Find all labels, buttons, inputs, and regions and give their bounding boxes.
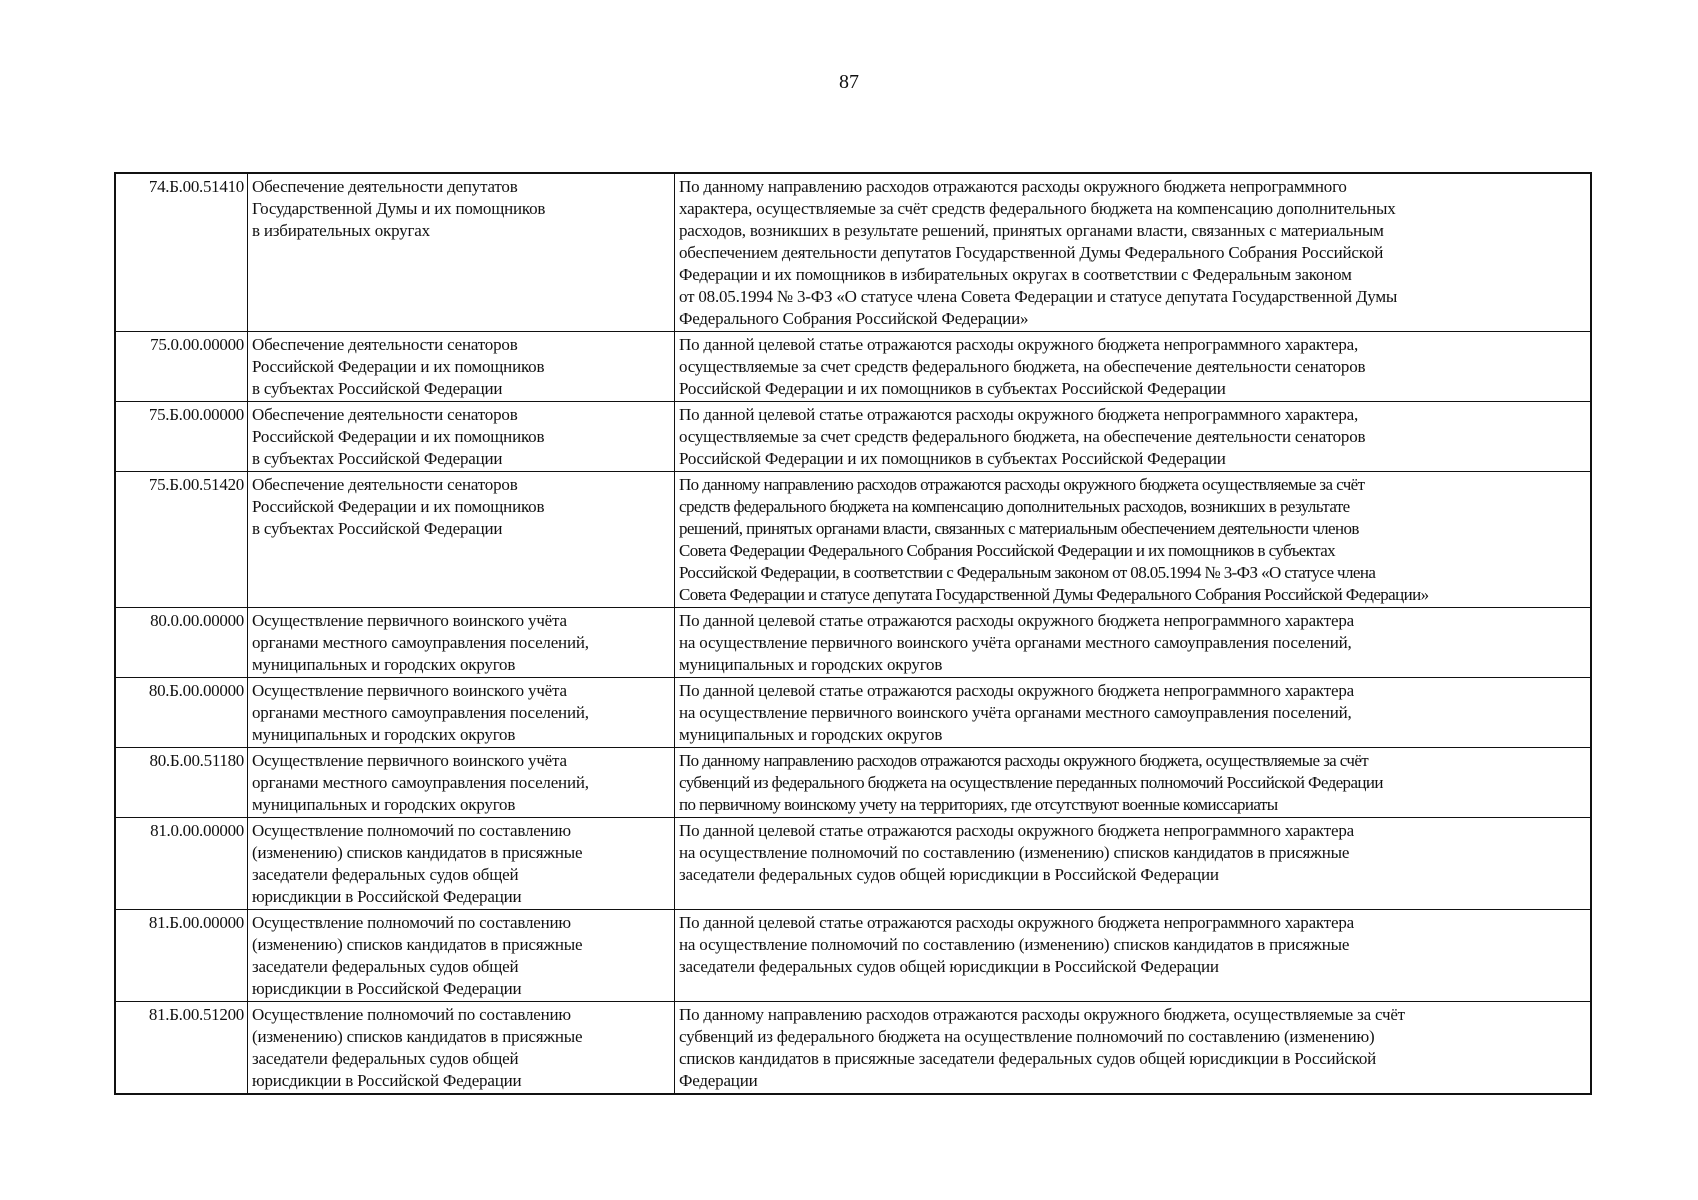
table-row <box>115 472 1591 608</box>
name-cell: Осуществление первичного воинского учёта органами местного самоуправления поселений, муниципальных и городских округов <box>248 608 675 678</box>
table-row <box>115 748 1591 818</box>
name-cell: Осуществление первичного воинского учёта органами местного самоуправления поселений, муниципальных и городских округов <box>248 678 675 748</box>
code-cell: 75.Б.00.00000 <box>115 402 248 472</box>
name-cell: Обеспечение деятельности депутатов Государственной Думы и их помощников в избирательных округах <box>248 173 675 332</box>
code-cell: 80.Б.00.00000 <box>115 678 248 748</box>
code-cell: 74.Б.00.51410 <box>115 173 248 332</box>
budget-classification-table <box>114 172 1592 1095</box>
table-row <box>115 608 1591 678</box>
description-cell: По данной целевой статье отражаются расходы окружного бюджета непрограммного характера, осуществляемые за счет средств федерального бюджета, на обеспечение деятельности сенаторов Российской Федерации и их помощников в субъектах Российской Федерации <box>675 332 1592 402</box>
name-cell: Осуществление полномочий по составлению (изменению) списков кандидатов в присяжные заседатели федеральных судов общей юрисдикции в Российской Федерации <box>248 818 675 910</box>
table-row <box>115 910 1591 1002</box>
code-cell: 75.0.00.00000 <box>115 332 248 402</box>
code-cell: 81.Б.00.51200 <box>115 1002 248 1095</box>
name-cell: Осуществление полномочий по составлению (изменению) списков кандидатов в присяжные заседатели федеральных судов общей юрисдикции в Российской Федерации <box>248 910 675 1002</box>
code-cell: 75.Б.00.51420 <box>115 472 248 608</box>
description-cell: По данному направлению расходов отражаются расходы окружного бюджета, осуществляемые за счёт субвенций из федерального бюджета на осуществление переданных полномочий Российской Федерации по первичному воинскому учету на территориях, где отсутствуют военные комиссариаты <box>675 748 1592 818</box>
name-cell: Осуществление полномочий по составлению (изменению) списков кандидатов в присяжные заседатели федеральных судов общей юрисдикции в Российской Федерации <box>248 1002 675 1095</box>
description-cell: По данной целевой статье отражаются расходы окружного бюджета непрограммного характера на осуществление первичного воинского учёта органами местного самоуправления поселений, муниципальных и городских округов <box>675 608 1592 678</box>
name-cell: Обеспечение деятельности сенаторов Российской Федерации и их помощников в субъектах Российской Федерации <box>248 402 675 472</box>
name-cell: Обеспечение деятельности сенаторов Российской Федерации и их помощников в субъектах Российской Федерации <box>248 332 675 402</box>
table-row <box>115 173 1591 332</box>
page-number: 87 <box>839 71 859 93</box>
description-cell: По данной целевой статье отражаются расходы окружного бюджета непрограммного характера на осуществление полномочий по составлению (изменению) списков кандидатов в присяжные заседатели федеральных судов общей юрисдикции в Российской Федерации <box>675 910 1592 1002</box>
description-cell: По данному направлению расходов отражаются расходы окружного бюджета осуществляемые за счёт средств федерального бюджета на компенсацию дополнительных расходов, возникших в результате решений, принятых органами власти, связанных с материальным обеспечением деятельности членов Совета Федерации Федерального Собрания Российской Федерации и их помощников в субъектах Российской Федерации, в соответствии с Федеральным законом от 08.05.1994 № 3-ФЗ «О статусе члена Совета Федерации и статусе депутата Государственной Думы Федерального Собрания Российской Федерации» <box>675 472 1592 608</box>
table-row <box>115 402 1591 472</box>
table-row <box>115 818 1591 910</box>
name-cell: Осуществление первичного воинского учёта органами местного самоуправления поселений, муниципальных и городских округов <box>248 748 675 818</box>
code-cell: 80.0.00.00000 <box>115 608 248 678</box>
code-cell: 80.Б.00.51180 <box>115 748 248 818</box>
description-cell: По данной целевой статье отражаются расходы окружного бюджета непрограммного характера, осуществляемые за счет средств федерального бюджета, на обеспечение деятельности сенаторов Российской Федерации и их помощников в субъектах Российской Федерации <box>675 402 1592 472</box>
table-row <box>115 678 1591 748</box>
description-cell: По данному направлению расходов отражаются расходы окружного бюджета непрограммного характера, осуществляемые за счёт средств федерального бюджета на компенсацию дополнительных расходов, возникших в результате решений, принятых органами власти, связанных с материальным обеспечением деятельности депутатов Государственной Думы Федерального Собрания Российской Федерации и их помощников в избирательных округах в соответствии с Федеральным законом от 08.05.1994 № 3-ФЗ «О статусе члена Совета Федерации и статусе депутата Государственной Думы Федерального Собрания Российской Федерации» <box>675 173 1592 332</box>
code-cell: 81.Б.00.00000 <box>115 910 248 1002</box>
name-cell: Обеспечение деятельности сенаторов Российской Федерации и их помощников в субъектах Российской Федерации <box>248 472 675 608</box>
description-cell: По данному направлению расходов отражаются расходы окружного бюджета, осуществляемые за счёт субвенций из федерального бюджета на осуществление полномочий по составлению (изменению) списков кандидатов в присяжные заседатели федеральных судов общей юрисдикции в Российской Федерации <box>675 1002 1592 1095</box>
table-row <box>115 332 1591 402</box>
code-cell: 81.0.00.00000 <box>115 818 248 910</box>
description-cell: По данной целевой статье отражаются расходы окружного бюджета непрограммного характера на осуществление полномочий по составлению (изменению) списков кандидатов в присяжные заседатели федеральных судов общей юрисдикции в Российской Федерации <box>675 818 1592 910</box>
description-cell: По данной целевой статье отражаются расходы окружного бюджета непрограммного характера на осуществление первичного воинского учёта органами местного самоуправления поселений, муниципальных и городских округов <box>675 678 1592 748</box>
table-row <box>115 1002 1591 1095</box>
